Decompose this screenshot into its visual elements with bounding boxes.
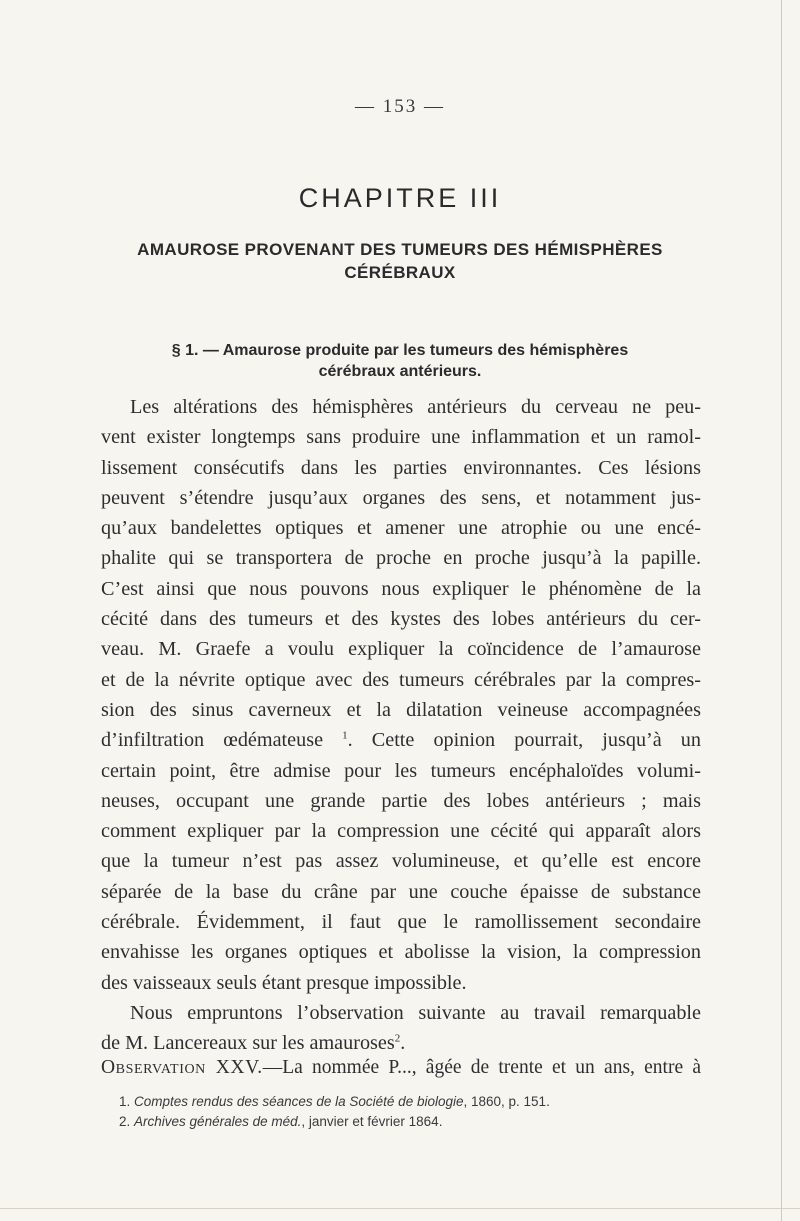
text-line: cérébrale. Évidemment, il faut que le ramollissement secondaire [101, 911, 701, 934]
text-line [101, 1028, 701, 1058]
text-line: que la tumeur n’est pas assez volumineuse, et qu’elle est encore [101, 850, 701, 873]
text-line [101, 725, 701, 755]
text-line: veau. M. Graefe a voulu expliquer la coïncidence de l’amaurose [101, 638, 701, 661]
text-segment: . [400, 1032, 406, 1055]
body-text [101, 392, 701, 1059]
section-title-line-2: cérébraux antérieurs. [318, 363, 482, 380]
text-line: sion des sinus caverneux et la dilatation veineuse accompagnées [101, 698, 701, 721]
text-line: certain point, être admise pour les tumeurs encéphaloïdes volumi- [101, 759, 701, 782]
footnote-ref-2: 2 [394, 1032, 401, 1045]
text-line: Nous empruntons l’observation suivante au travail remarquable [130, 1001, 701, 1024]
main-title-line-2: CÉRÉBRAUX [344, 263, 456, 282]
text-line: peuvent s’étendre jusqu’aux organes des sens, et notamment jus- [101, 486, 701, 509]
text-line: envahisse les organes optiques et abolisse la vision, la compression [101, 941, 701, 964]
text-line: séparée de la base du crâne par une couche épaisse de substance [101, 880, 701, 903]
text-line: C’est ainsi que nous pouvons nous expliquer le phénomène de la [101, 577, 701, 600]
text-segment: de M. Lancereaux sur les amauroses [101, 1032, 395, 1055]
page-edge-bottom [0, 1208, 800, 1209]
footnote-number: 2. [119, 1114, 131, 1129]
footnote-source-title: Comptes rendus des séances de la Société de biologie [134, 1094, 464, 1109]
observation-label: Observation XXV. [101, 1057, 263, 1078]
text-line: cécité dans des tumeurs et des kystes des lobes antérieurs du cer- [101, 608, 701, 631]
main-title-line-1: AMAUROSE PROVENANT DES TUMEURS DES HÉMISPHÈRES [137, 240, 663, 259]
text-line: qu’aux bandelettes optiques et amener une atrophie ou une encé- [101, 517, 701, 540]
observation-text: —La nommée P..., âgée de trente et un ans, entre à [262, 1057, 701, 1078]
footnote-details: , janvier et février 1864. [301, 1114, 443, 1129]
text-line: comment expliquer par la compression une cécité qui apparaît alors [101, 820, 701, 843]
section-title-line-1: § 1. — Amaurose produite par les tumeurs des hémisphères [171, 342, 629, 359]
footnote-details: , 1860, p. 151. [463, 1094, 550, 1109]
text-segment: . Cette opinion pourrait, jusqu’à un [347, 729, 701, 752]
text-line: et de la névrite optique avec des tumeurs cérébrales par la compres- [101, 668, 701, 691]
observation-line [101, 1055, 701, 1081]
text-line: Les altérations des hémisphères antérieurs du cerveau ne peu- [130, 396, 701, 418]
text-line: vent exister longtemps sans produire une inflammation et un ramol- [101, 426, 701, 449]
page-number: — 153 — [355, 96, 445, 117]
main-title [60, 238, 740, 284]
footnote-number: 1. [119, 1094, 131, 1109]
footnote-ref-1: 1 [342, 729, 348, 742]
text-line: lissement consécutifs dans les parties environnantes. Ces lésions [101, 456, 701, 479]
section-title [60, 340, 740, 382]
text-line: des vaisseaux seuls étant presque impossible. [101, 971, 467, 994]
text-line: phalite qui se transportera de proche en proche jusqu’à la papille. [101, 547, 701, 570]
footnote-1 [101, 1092, 701, 1112]
footnote-2 [101, 1112, 701, 1132]
text-line: neuses, occupant une grande partie des lobes antérieurs ; mais [101, 789, 701, 812]
footnote-source-title: Archives générales de méd. [134, 1114, 302, 1129]
text-segment: d’infiltration œdémateuse [101, 729, 343, 752]
chapter-title: CHAPITRE III [298, 183, 502, 213]
footnotes [101, 1092, 701, 1132]
